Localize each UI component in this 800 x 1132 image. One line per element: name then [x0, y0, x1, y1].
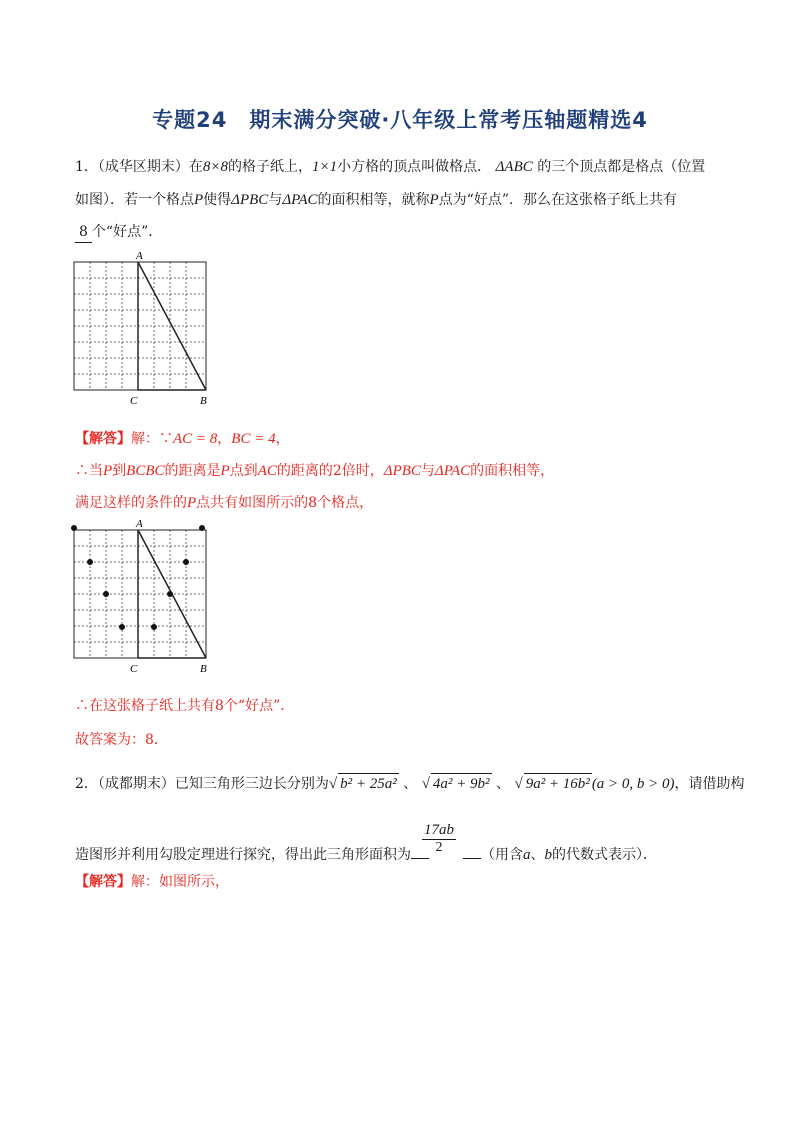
q1-line-3 [75, 222, 162, 243]
sqrt-side-1: √ b² + 25a² [329, 776, 399, 792]
fraction-denominator: 2 [435, 840, 443, 855]
sqrt-side-2: √ 4a² + 9b² [422, 776, 492, 792]
question-source: （成华区期末） [97, 159, 189, 175]
answer-blank-left [411, 858, 429, 859]
text: 已知三角形三边长分别为 [174, 776, 329, 792]
good-point [167, 591, 173, 597]
question-number: 2． [75, 776, 98, 792]
label-a: A [136, 518, 143, 530]
text: 的面积相等， [470, 463, 555, 479]
text: 、 [496, 776, 510, 792]
text: （用含 [481, 847, 523, 863]
text: 的代数式表示）． [552, 847, 657, 863]
math-b: b [544, 847, 552, 863]
solution-tag: 【解答】 [75, 431, 131, 447]
math-bc-eq: BC = 4 [231, 431, 276, 447]
solution2-line-1 [75, 872, 229, 892]
text: 到 [112, 463, 127, 479]
text: 满足这样的条件的 [75, 495, 187, 511]
math-p: P [187, 495, 197, 511]
math-a: a [523, 847, 531, 863]
math-p: P [429, 192, 439, 208]
math-p: P [194, 192, 204, 208]
text: ，请借助构 [674, 776, 745, 792]
text: ， [275, 431, 290, 447]
text: 如图）．若一个格点 [75, 192, 194, 208]
answer-blank-right [463, 858, 481, 859]
q1-line-1 [75, 157, 705, 177]
label-b: B [200, 395, 207, 407]
label-a: A [136, 250, 143, 262]
grid-figure-2 [60, 516, 220, 676]
good-point [183, 559, 189, 565]
radicand: b² + 25a² [338, 773, 399, 794]
good-point [151, 624, 157, 630]
solution1-line-1 [75, 429, 290, 449]
math-triangle-pac: ΔPAC [434, 463, 471, 479]
text: 的面积相等，就称 [317, 192, 430, 208]
text: 的距离的2倍时， [276, 463, 384, 479]
math-unit-size: 1×1 [312, 159, 338, 175]
math-triangle-pac: ΔPAC [282, 192, 318, 208]
solution-tag: 【解答】 [75, 874, 131, 890]
good-point [103, 591, 109, 597]
math-grid-size: 8×8 [202, 159, 229, 175]
text: 解：∵ [131, 431, 173, 447]
label-c: C [130, 395, 138, 407]
text: 的距离是 [164, 463, 221, 479]
math-ac: AC [257, 463, 277, 479]
question-source: （成都期末） [97, 776, 175, 792]
math-triangle-pbc: ΔPBC [231, 192, 269, 208]
math-condition: (a > 0, b > 0) [591, 776, 675, 792]
text: 与 [420, 463, 435, 479]
text: 小方格的顶点叫做格点． [337, 159, 492, 175]
solution1-line-3 [75, 493, 373, 513]
q2-line-1 [75, 773, 745, 794]
math-p: P [103, 463, 113, 479]
q2-line-2 [75, 845, 657, 865]
math-triangle-abc: ΔABC [495, 159, 533, 175]
text: 的格子纸上， [228, 159, 313, 175]
text: 个“好点”． [91, 224, 163, 240]
math-p: P [220, 463, 230, 479]
solution1-line-4: ∴在这张格子纸上共有8个“好点”． [75, 698, 295, 714]
text: 的三个顶点都是格点（位置 [537, 159, 706, 175]
math-triangle-pbc: ΔPBC [383, 463, 421, 479]
grid-figure-1 [60, 248, 220, 408]
good-point [119, 624, 125, 630]
solution1-line-2 [75, 461, 554, 481]
solution1-line-5: 故答案为：8． [75, 732, 168, 748]
label-c: C [130, 663, 138, 675]
text: 、 [403, 776, 418, 792]
text: 解：如图所示， [131, 874, 229, 890]
text: 使得 [203, 192, 232, 208]
good-point [71, 525, 77, 531]
answer-blank: 8 [75, 222, 92, 243]
question-number: 1． [75, 159, 98, 175]
good-point [87, 559, 93, 565]
text: 造图形并利用勾股定理进行探究，得出此三角形面积为 [75, 847, 411, 863]
math-bcbc: BCBC [126, 463, 165, 479]
q1-line-2 [75, 190, 677, 210]
page-title: 专题24 期末满分突破·八年级上常考压轴题精选4 [152, 108, 648, 132]
text: 点到 [229, 463, 258, 479]
label-b: B [200, 663, 207, 675]
text: 点为“好点”．那么在这张格子纸上共有 [438, 192, 678, 208]
text: ， [217, 431, 232, 447]
text: 在 [188, 159, 203, 175]
text: 与 [268, 192, 283, 208]
radicand: 9a² + 16b² [524, 773, 592, 794]
fraction-numerator: 17ab [424, 822, 454, 838]
text: 点共有如图所示的8个格点， [196, 495, 374, 511]
radicand: 4a² + 9b² [431, 773, 492, 794]
sqrt-side-3: √ 9a² + 16b² [514, 776, 591, 792]
math-ac-eq: AC = 8 [173, 431, 218, 447]
text: 、 [530, 847, 545, 863]
good-point [199, 525, 205, 531]
text: ∴当 [75, 463, 103, 479]
